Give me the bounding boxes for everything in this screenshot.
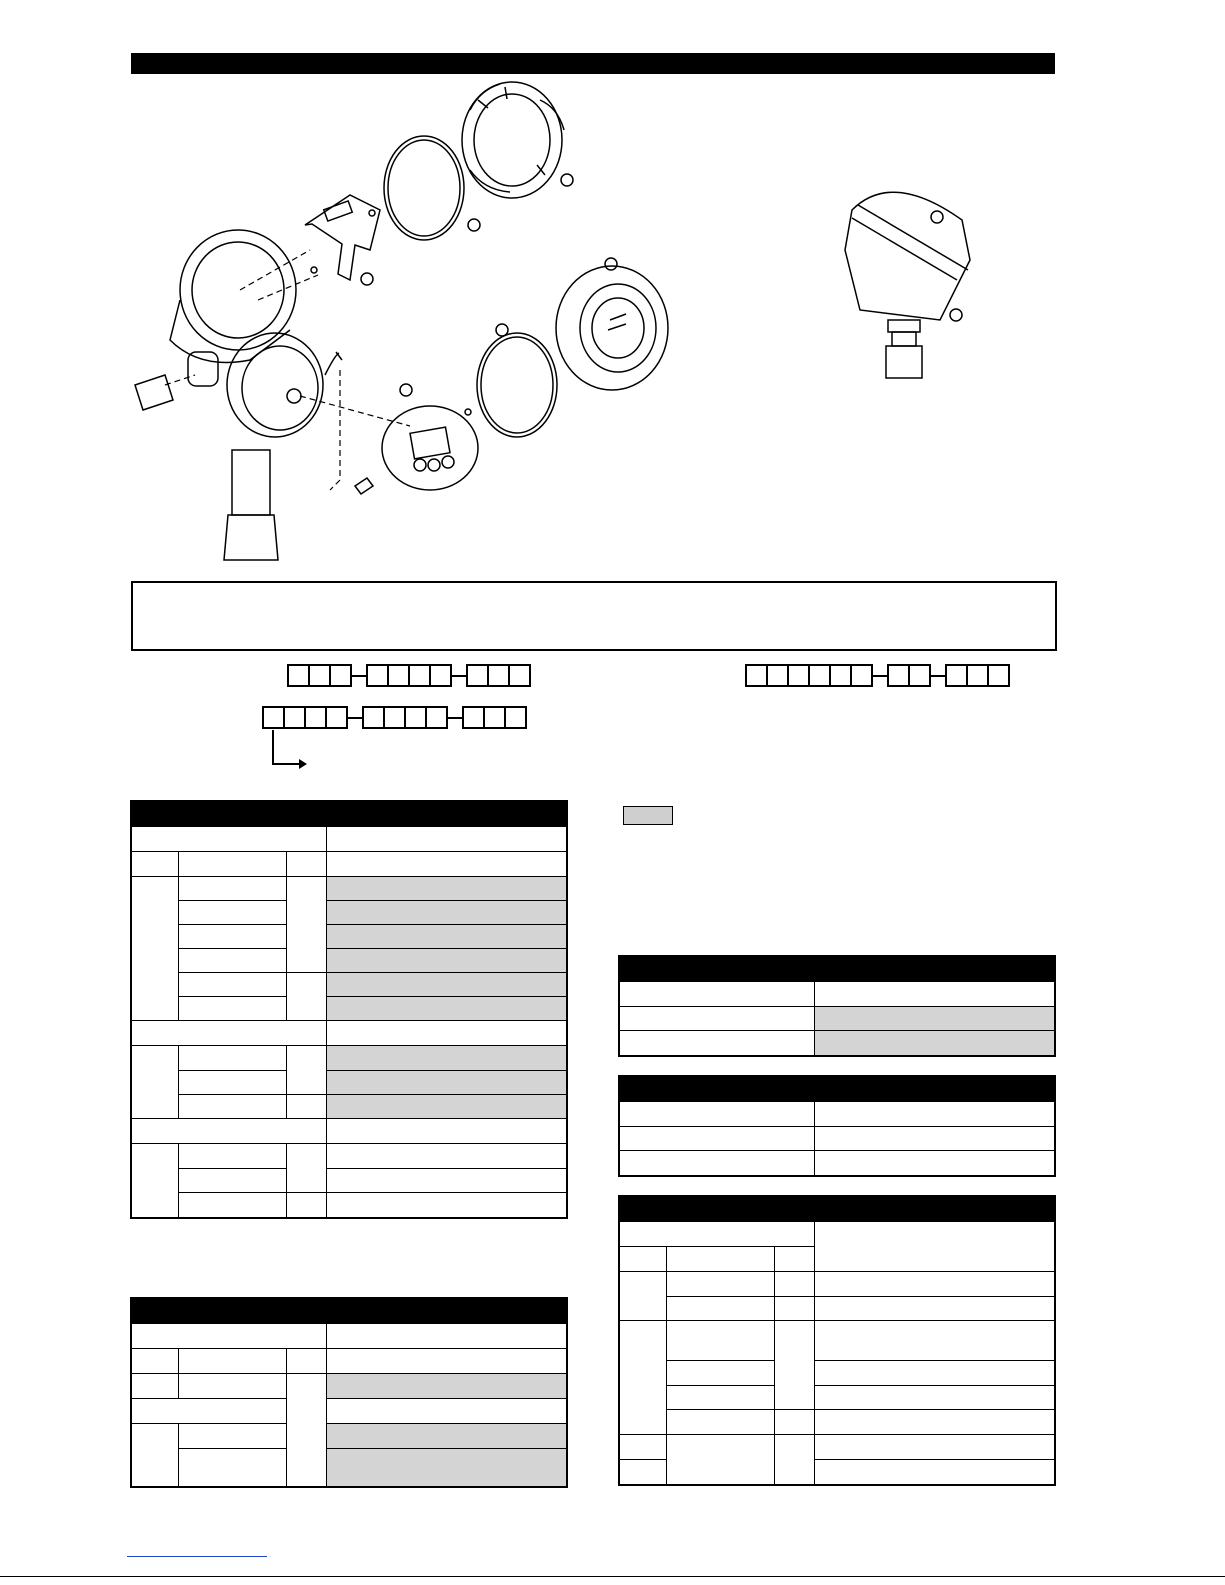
assembled-transmitter-icon	[845, 192, 970, 378]
footer-link[interactable]	[127, 1556, 267, 1557]
arrow-icon	[265, 728, 315, 773]
ordering-code-b	[262, 706, 527, 729]
table-header	[132, 1299, 567, 1324]
rear-cover-icon	[462, 82, 573, 198]
table-header	[620, 957, 1055, 982]
o-ring-icon	[384, 136, 480, 240]
spec-table-5	[619, 1196, 1055, 1485]
table-header	[620, 1077, 1055, 1102]
note-box	[131, 581, 1057, 651]
legend-swatch	[623, 806, 673, 825]
table-header	[132, 802, 567, 827]
ordering-code-a	[287, 664, 531, 687]
spec-table-4	[619, 1076, 1055, 1176]
spec-table-2	[131, 1298, 567, 1487]
display-module-icon	[355, 384, 478, 494]
terminal-board-icon	[305, 195, 380, 285]
footer-rule	[0, 1576, 1225, 1577]
spec-table-1	[131, 801, 567, 1218]
ordering-code-c	[745, 664, 1010, 687]
table-header	[620, 1197, 1055, 1222]
o-ring-icon	[477, 324, 557, 437]
front-cover-window-icon	[556, 258, 668, 390]
exploded-assembly-figure	[0, 0, 1225, 580]
spec-table-3	[619, 956, 1055, 1056]
housing-icon	[135, 230, 342, 560]
